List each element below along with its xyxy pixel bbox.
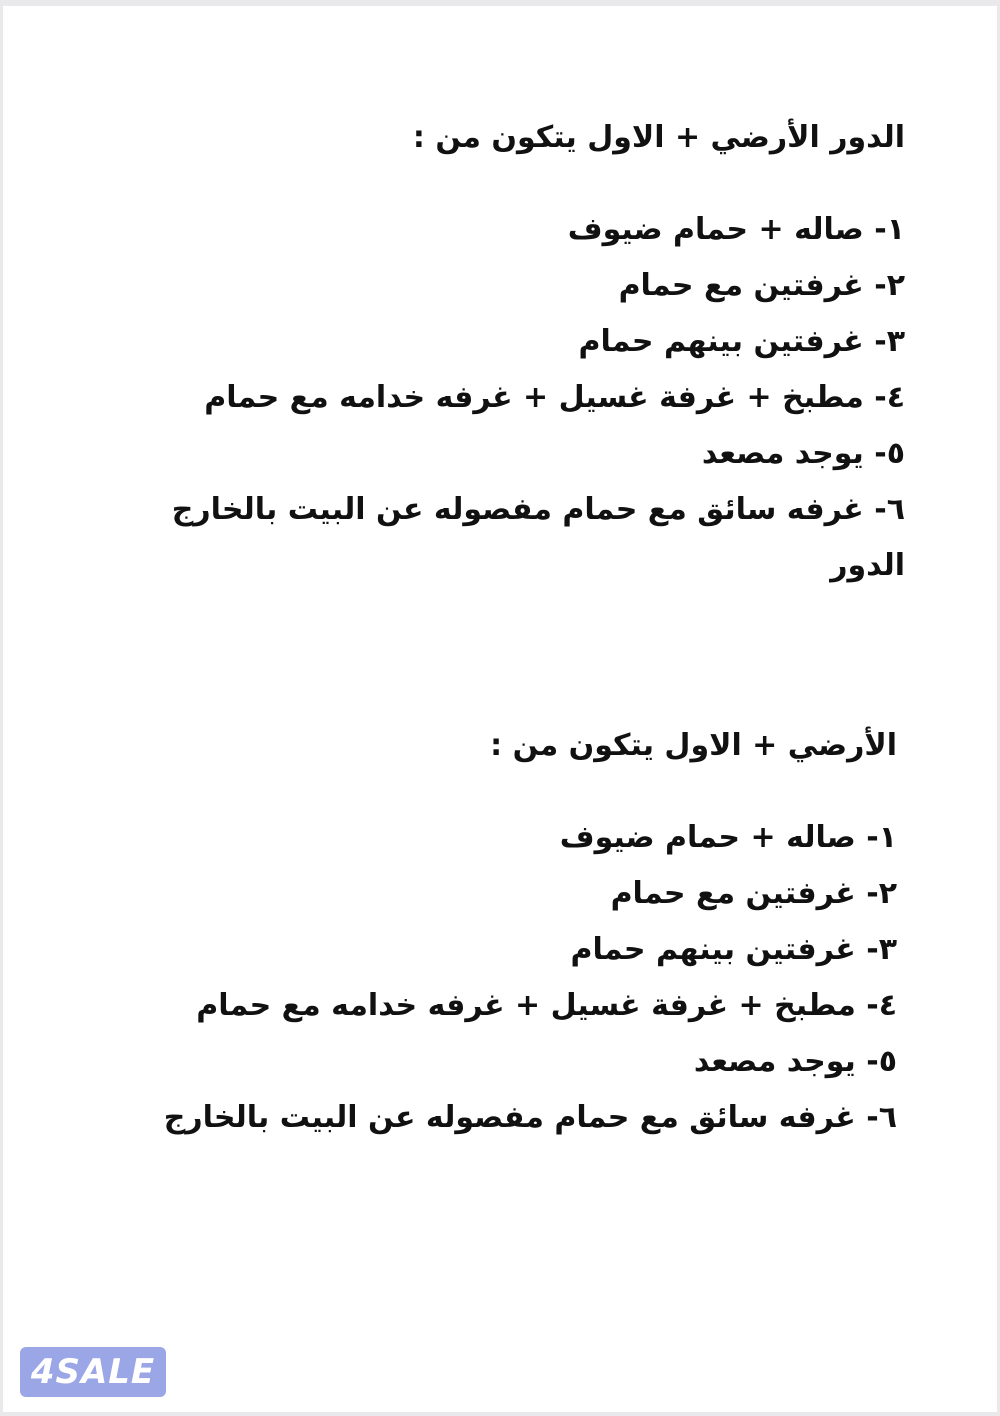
section-floor-description-1 [160, 116, 905, 594]
section-heading: الأرضي + الاول يتكون من : [490, 728, 897, 763]
list-item: ١- صاله + حمام ضيوف [559, 820, 897, 855]
list-item: ٥- يوجد مصعد [701, 436, 905, 471]
list-item: ٦- غرفه سائق مع حمام مفصوله عن البيت بالخارج [163, 1100, 897, 1135]
list-item: ٤- مطبخ + غرفة غسيل + غرفه خدامه مع حمام [204, 380, 905, 415]
list-item: ٣- غرفتين بينهم حمام [570, 932, 897, 967]
list-item: ٢- غرفتين مع حمام [610, 876, 897, 911]
list-item: ٥- يوجد مصعد [693, 1044, 897, 1079]
list-item: ١- صاله + حمام ضيوف [567, 212, 905, 247]
section-heading: الدور الأرضي + الاول يتكون من : [412, 120, 905, 155]
room-list [164, 810, 897, 1146]
watermark-text: 4SALE [30, 1352, 156, 1392]
list-item: ٦- غرفه سائق مع حمام مفصوله عن البيت بالخارج الدور [171, 492, 905, 583]
list-item: ٤- مطبخ + غرفة غسيل + غرفه خدامه مع حمام [196, 988, 897, 1023]
document-page [3, 6, 997, 1412]
watermark-logo [20, 1347, 166, 1397]
list-item: ٢- غرفتين مع حمام [618, 268, 905, 303]
room-list [160, 202, 905, 594]
section-floor-description-2 [164, 724, 897, 1146]
list-item: ٣- غرفتين بينهم حمام [578, 324, 905, 359]
